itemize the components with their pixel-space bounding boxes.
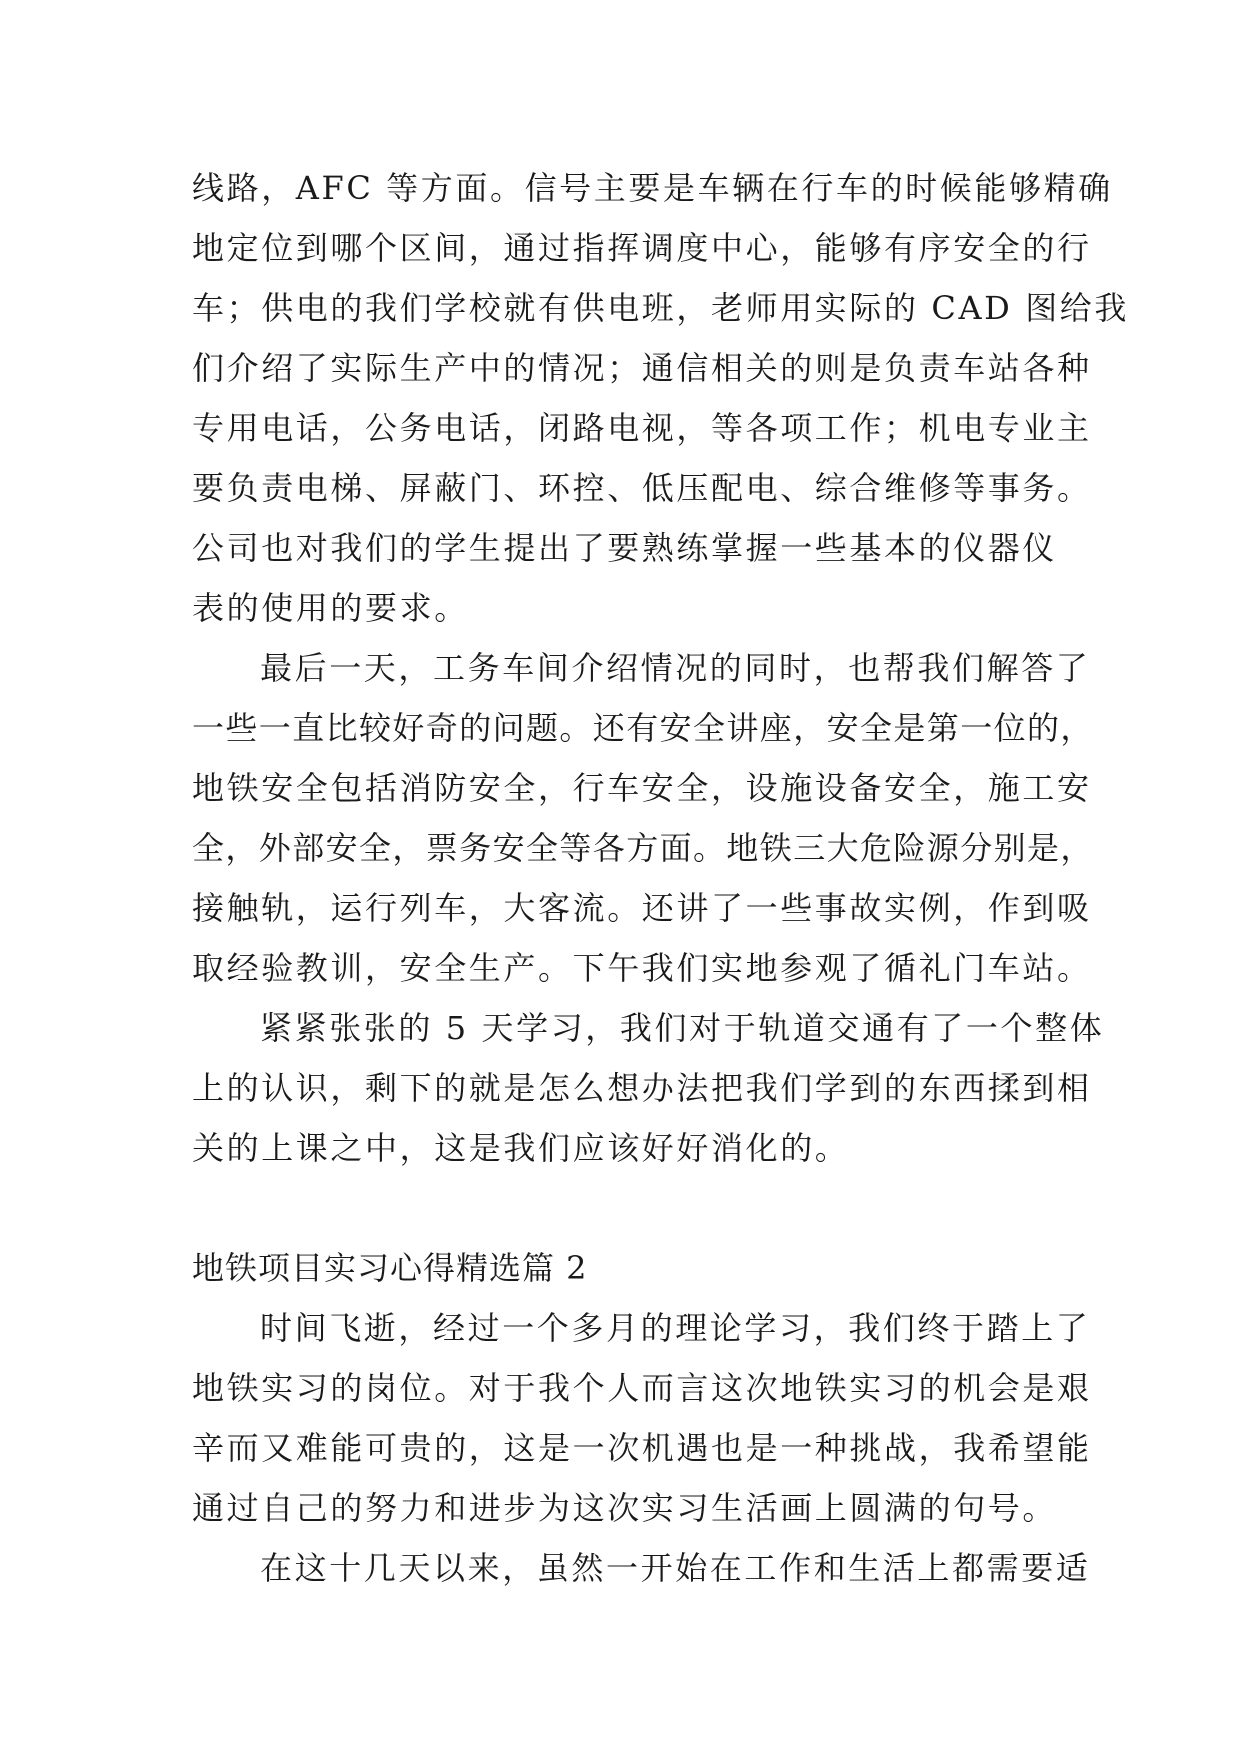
text-line: 取经验教训，安全生产。下午我们实地参观了循礼门车站。 — [192, 949, 1092, 987]
text-line: 专用电话，公务电话，闭路电视，等各项工作；机电专业主 — [192, 409, 1092, 447]
paragraph-start-line: 最后一天，工务车间介绍情况的同时，也帮我们解答了 — [260, 649, 1091, 687]
paragraph-start-line: 在这十几天以来，虽然一开始在工作和生活上都需要适 — [260, 1549, 1091, 1587]
text-line: 要负责电梯、屏蔽门、环控、低压配电、综合维修等事务。 — [192, 469, 1092, 507]
text-line: 上的认识，剩下的就是怎么想办法把我们学到的东西揉到相 — [192, 1069, 1092, 1107]
paragraph-start-line: 紧紧张张的 5 天学习，我们对于轨道交通有了一个整体 — [260, 1009, 1105, 1047]
text-line: 地铁安全包括消防安全，行车安全，设施设备安全，施工安 — [192, 769, 1092, 807]
text-line: 接触轨，运行列车，大客流。还讲了一些事故实例，作到吸 — [192, 889, 1092, 927]
text-line: 表的使用的要求。 — [192, 589, 469, 627]
text-line: 线路，AFC 等方面。信号主要是车辆在行车的时候能够精确 — [192, 169, 1113, 207]
text-line: 地铁实习的岗位。对于我个人而言这次地铁实习的机会是艰 — [192, 1369, 1092, 1407]
text-line: 一些一直比较好奇的问题。还有安全讲座，安全是第一位的， — [192, 709, 1094, 747]
text-line: 车；供电的我们学校就有供电班，老师用实际的 CAD 图给我 — [192, 289, 1129, 327]
text-line: 全，外部安全，票务安全等各方面。地铁三大危险源分别是， — [192, 829, 1094, 867]
section-heading: 地铁项目实习心得精选篇 2 — [192, 1249, 588, 1287]
text-line: 公司也对我们的学生提出了要熟练掌握一些基本的仪器仪 — [192, 529, 1058, 567]
paragraph-start-line: 时间飞逝，经过一个多月的理论学习，我们终于踏上了 — [260, 1309, 1091, 1347]
section-gap — [192, 1178, 1072, 1238]
text-line: 通过自己的努力和进步为这次实习生活画上圆满的句号。 — [192, 1489, 1058, 1527]
text-line: 辛而又难能可贵的，这是一次机遇也是一种挑战，我希望能 — [192, 1429, 1092, 1467]
document-body — [192, 158, 1129, 1598]
text-line: 地定位到哪个区间，通过指挥调度中心，能够有序安全的行 — [192, 229, 1092, 267]
text-line: 关的上课之中，这是我们应该好好消化的。 — [192, 1129, 850, 1167]
text-line: 们介绍了实际生产中的情况；通信相关的则是负责车站各种 — [192, 349, 1092, 387]
